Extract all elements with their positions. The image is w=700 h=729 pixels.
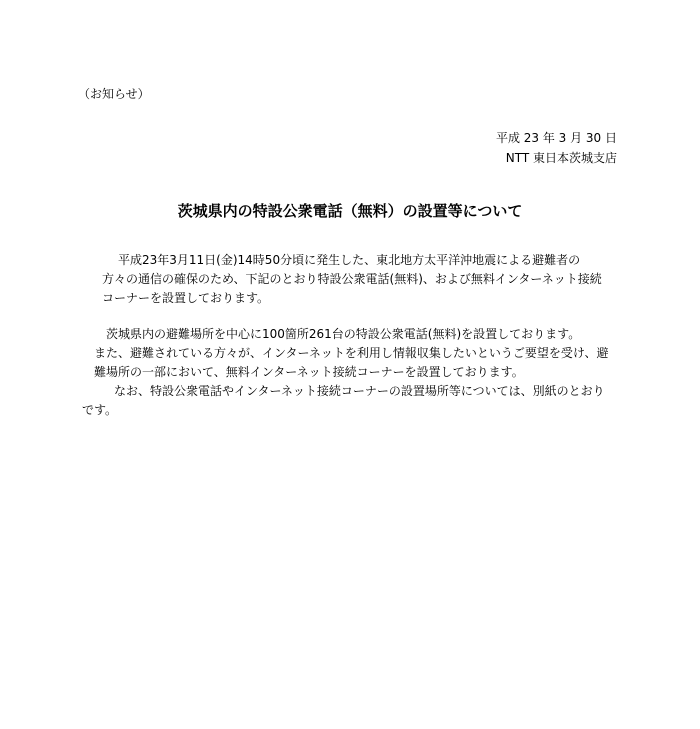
paragraph-2-line-3: 難場所の一部において、無料インターネット接続コーナーを設置しております。: [94, 365, 524, 379]
document-title: 茨城県内の特設公衆電話（無料）の設置等について: [177, 202, 523, 220]
issue-date: 平成 23 年 3 月 30 日: [495, 131, 617, 145]
paragraph-1-line-2: 方々の通信の確保のため、下記のとおり特設公衆電話(無料)、および無料インターネット接続: [102, 272, 602, 286]
paragraph-2: [82, 325, 622, 420]
paragraph-2-line-5: です。: [82, 403, 118, 417]
paragraph-2-line-4: なお、特設公衆電話やインターネット接続コーナーの設置場所等については、別紙のとおり: [114, 384, 605, 398]
issuer-name: NTT 東日本茨城支店: [505, 151, 617, 165]
paragraph-1-line-3: コーナーを設置しております。: [102, 291, 270, 305]
paragraph-1-line-1: 平成23年3月11日(金)14時50分頃に発生した、東北地方太平洋沖地震による避難者の: [118, 253, 581, 267]
paragraph-2-line-2: また、避難されている方々が、インターネットを利用し情報収集したいというご要望を受け、避: [94, 346, 609, 360]
notice-label: （お知らせ）: [78, 87, 150, 101]
header-block: [496, 128, 617, 168]
paragraph-1: [82, 251, 622, 308]
paragraph-2-line-1: 茨城県内の避難場所を中心に100箇所261台の特設公衆電話(無料)を設置しております。: [106, 327, 581, 341]
